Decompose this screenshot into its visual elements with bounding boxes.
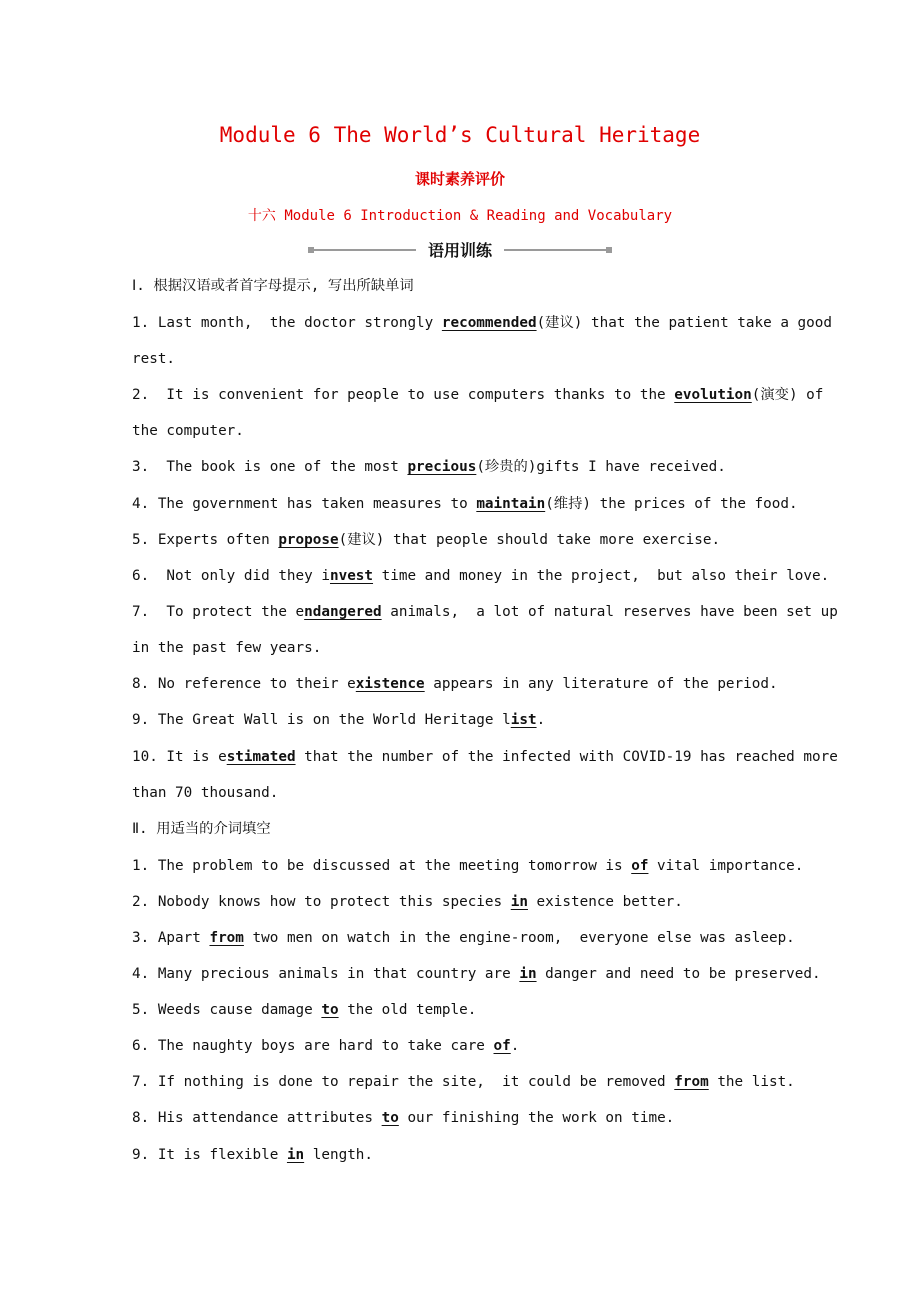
part1-item: 3. The book is one of the most precious(珍贵的)gifts I have received. [132,459,726,475]
part2-item: 9. It is flexible in length. [132,1147,374,1163]
part1-heading: Ⅰ. 根据汉语或者首字母提示, 写出所缺单词 [132,278,414,294]
answer: of [493,1038,511,1054]
answer: stimated [226,749,296,765]
part1-item-cont: rest. [132,351,176,367]
part2-item: 3. Apart from two men on watch in the engine-room, everyone else was asleep. [132,930,795,946]
answer: of [631,858,649,874]
part2-item: 1. The problem to be discussed at the meeting tomorrow is of vital importance. [132,858,804,874]
answer: in [519,966,537,982]
answer: nvest [329,568,374,584]
answer: propose [278,532,339,548]
part1-item: 2. It is convenient for people to use computers thanks to the evolution(演变) of [132,387,824,403]
answer: from [209,930,244,946]
part2-item: 6. The naughty boys are hard to take care of. [132,1038,520,1054]
section-banner-title: 语用训练 [427,241,492,260]
answer: to [381,1110,399,1126]
answer: ndangered [304,604,382,620]
page-title: Module 6 The World’s Cultural Heritage [219,123,701,147]
lesson-heading: 十六 Module 6 Introduction & Reading and Vocabulary [247,208,673,224]
answer: xistence [355,676,425,692]
answer: ist [510,712,537,728]
part1-item: 4. The government has taken measures to maintain(维持) the prices of the food. [132,496,798,512]
section-banner [308,238,612,262]
banner-line-right [504,249,606,251]
answer: maintain [476,496,546,512]
answer: precious [407,459,477,475]
part2-item: 4. Many precious animals in that country are in danger and need to be preserved. [132,966,821,982]
part2-item: 2. Nobody knows how to protect this species in existence better. [132,894,683,910]
part2-item: 5. Weeds cause damage to the old temple. [132,1002,477,1018]
part1-item: 5. Experts often propose(建议) that people should take more exercise. [132,532,721,548]
part1-item-cont: the computer. [132,423,244,439]
part1-item: 1. Last month, the doctor strongly recommended(建议) that the patient take a good [132,315,832,331]
part1-item-cont: in the past few years. [132,640,322,656]
part1-item-cont: than 70 thousand. [132,785,279,801]
banner-cap-right [606,247,612,253]
part1-item: 9. The Great Wall is on the World Heritage list. [132,712,546,728]
answer: evolution [674,387,752,403]
part2-item: 7. If nothing is done to repair the site, it could be removed from the list. [132,1074,795,1090]
page-subtitle: 课时素养评价 [414,170,505,188]
part2-item: 8. His attendance attributes to our finishing the work on time. [132,1110,675,1126]
answer: from [674,1074,709,1090]
part1-item: 7. To protect the endangered animals, a lot of natural reserves have been set up [132,604,838,620]
answer: recommended [441,315,537,331]
part1-item: 10. It is estimated that the number of the infected with COVID-19 has reached more [132,749,838,765]
part1-item: 6. Not only did they invest time and money in the project, but also their love. [132,568,830,584]
part1-item: 8. No reference to their existence appears in any literature of the period. [132,676,778,692]
banner-line-left [314,249,416,251]
answer: in [286,1147,305,1163]
answer: in [510,894,528,910]
answer: to [321,1002,339,1018]
part2-heading: Ⅱ. 用适当的介词填空 [132,821,271,837]
